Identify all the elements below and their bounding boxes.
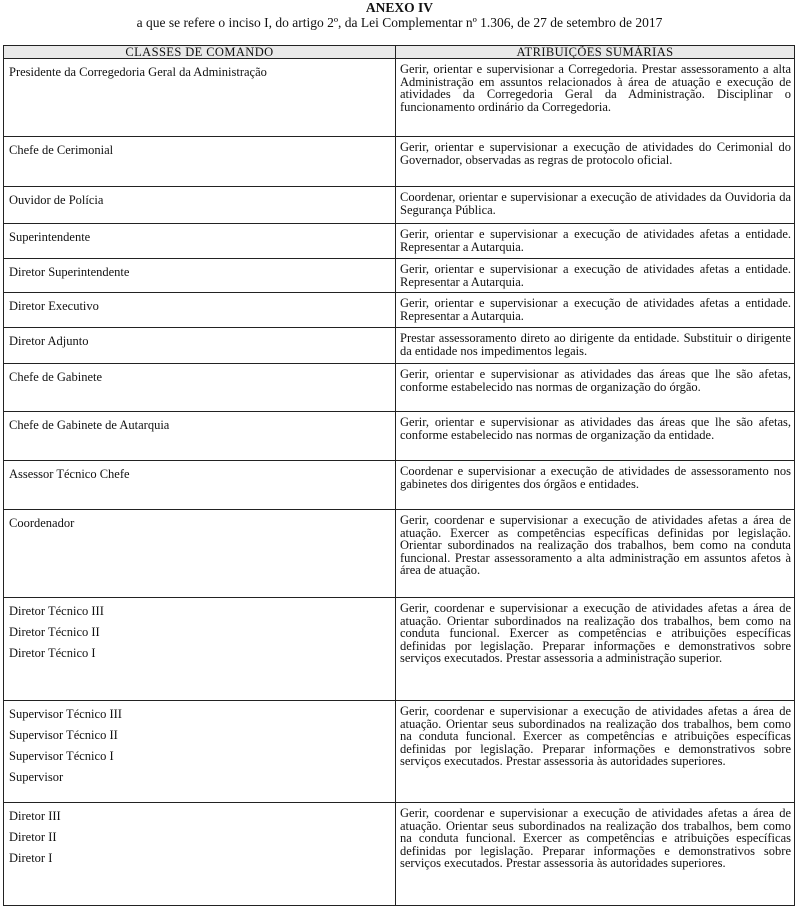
class-name: Presidente da Corregedoria Geral da Administração xyxy=(9,65,267,79)
class-name: Diretor Executivo xyxy=(9,299,99,313)
class-name: Supervisor Técnico II xyxy=(9,728,118,743)
table-row xyxy=(4,259,795,293)
class-name: Supervisor xyxy=(9,770,64,785)
class-name: Chefe de Cerimonial xyxy=(9,143,114,157)
class-cell xyxy=(4,137,396,187)
table-row xyxy=(4,328,795,364)
class-name: Supervisor Técnico I xyxy=(9,749,114,764)
table-row xyxy=(4,701,795,803)
table-row xyxy=(4,598,795,701)
attribution-cell: Gerir, orientar e supervisionar as atividades das áreas que lhe são afetas, conforme estabelecido nas normas de organização do órgão. xyxy=(396,364,795,412)
class-cell xyxy=(4,224,396,259)
table-row xyxy=(4,187,795,224)
class-name: Diretor Adjunto xyxy=(9,334,89,348)
attribution-cell: Coordenar, orientar e supervisionar a execução de atividades da Ouvidoria da Segurança Pública. xyxy=(396,187,795,224)
class-name: Superintendente xyxy=(9,230,91,244)
class-cell xyxy=(4,510,396,598)
attribution-cell: Gerir, orientar e supervisionar a execução de atividades afetas a entidade. Representar a Autarquia. xyxy=(396,224,795,259)
class-name: Chefe de Gabinete de Autarquia xyxy=(9,418,170,432)
class-cell xyxy=(4,59,396,137)
attribution-cell: Gerir, orientar e supervisionar a execução de atividades do Cerimonial do Governador, observadas as regras de protocolo oficial. xyxy=(396,137,795,187)
class-name: Ouvidor de Polícia xyxy=(9,193,104,207)
class-name: Coordenador xyxy=(9,516,75,530)
class-cell xyxy=(4,803,396,906)
table-row xyxy=(4,412,795,461)
class-cell xyxy=(4,328,396,364)
table-body xyxy=(4,59,795,906)
attribution-cell: Prestar assessoramento direto ao dirigente da entidade. Substituir o dirigente da entidade nos impedimentos legais. xyxy=(396,328,795,364)
attribution-cell: Gerir, coordenar e supervisionar a execução de atividades afetas a área de atuação. Orientar subordinados na realização dos trabalhos, bem como na conduta funcional. Exercer as competências e atribuições específicas definidas por legislação. Preparar informações e demonstrativos sobre serviços executados. Prestar assessoria a administração superior. xyxy=(396,598,795,701)
class-name: Diretor II xyxy=(9,830,57,845)
class-name: Assessor Técnico Chefe xyxy=(9,467,130,481)
attribution-cell: Gerir, orientar e supervisionar a execução de atividades afetas a entidade. Representar a Autarquia. xyxy=(396,259,795,293)
table-row xyxy=(4,461,795,510)
class-name: Chefe de Gabinete xyxy=(9,370,103,384)
class-name: Diretor Técnico II xyxy=(9,625,100,640)
class-name: Diretor Superintendente xyxy=(9,265,130,279)
table-row xyxy=(4,803,795,906)
header-atribuicoes-sumarias: ATRIBUIÇÕES SUMÁRIAS xyxy=(396,46,795,59)
class-name: Diretor Técnico I xyxy=(9,646,96,661)
attribution-cell: Gerir, coordenar e supervisionar a execução de atividades afetas a área de atuação. Orientar seus subordinados na realização dos trabalhos, bem como na conduta funcional. Exercer as competências e atribuições específicas definidas por legislação. Preparar informações e demonstrativos sobre serviços executados. Prestar assessoria às autoridades superiores. xyxy=(396,701,795,803)
attribution-cell: Gerir, orientar e supervisionar as atividades das áreas que lhe são afetas, conforme estabelecido nas normas de organização da entidade. xyxy=(396,412,795,461)
class-cell xyxy=(4,364,396,412)
class-name: Diretor I xyxy=(9,851,53,866)
table-row xyxy=(4,224,795,259)
table-header-row xyxy=(4,46,795,59)
header-classes-de-comando: CLASSES DE COMANDO xyxy=(4,46,396,59)
class-cell xyxy=(4,461,396,510)
class-cell xyxy=(4,293,396,328)
attribution-cell: Gerir, coordenar e supervisionar a execução de atividades afetas a área de atuação. Orientar seus subordinados na realização dos trabalhos, bem como na conduta funcional. Exercer as competências e atribuições específicas definidas por legislação. Preparar informações e demonstrativos sobre serviços executados. Prestar assessoria às autoridades superiores. xyxy=(396,803,795,906)
document-title: ANEXO IV xyxy=(365,0,434,15)
attribution-cell: Coordenar e supervisionar a execução de atividades de assessoramento nos gabinetes dos dirigentes dos órgãos e entidades. xyxy=(396,461,795,510)
attribution-cell: Gerir, orientar e supervisionar a Corregedoria. Prestar assessoramento a alta Administração em assuntos relacionados à área de atuação e execução de atividades da Corregedoria Geral da Administração. Disciplinar o funcionamento ordinário da Corregedoria. xyxy=(396,59,795,137)
class-name: Diretor III xyxy=(9,809,61,823)
attribution-cell: Gerir, orientar e supervisionar a execução de atividades afetas a entidade. Representar a Autarquia. xyxy=(396,293,795,328)
table-row xyxy=(4,137,795,187)
class-name: Supervisor Técnico III xyxy=(9,707,122,721)
table-row xyxy=(4,59,795,137)
document-subtitle: a que se refere o inciso I, do artigo 2º, da Lei Complementar nº 1.306, de 27 de setembro de 2017 xyxy=(136,15,663,30)
table-row xyxy=(4,293,795,328)
class-cell xyxy=(4,598,396,701)
class-cell xyxy=(4,412,396,461)
class-cell xyxy=(4,701,396,803)
attribution-cell: Gerir, coordenar e supervisionar a execução de atividades afetas a área de atuação. Exercer as competências específicas definidas por legislação. Orientar subordinados na realização dos trabalhos, bem como na conduta funcional. Prestar assessoramento a alta administração em assuntos afetos à área de atuação. xyxy=(396,510,795,598)
class-name: Diretor Técnico III xyxy=(9,604,104,618)
class-cell xyxy=(4,187,396,224)
table-row xyxy=(4,510,795,598)
table-row xyxy=(4,364,795,412)
classes-table xyxy=(3,45,795,906)
class-cell xyxy=(4,259,396,293)
